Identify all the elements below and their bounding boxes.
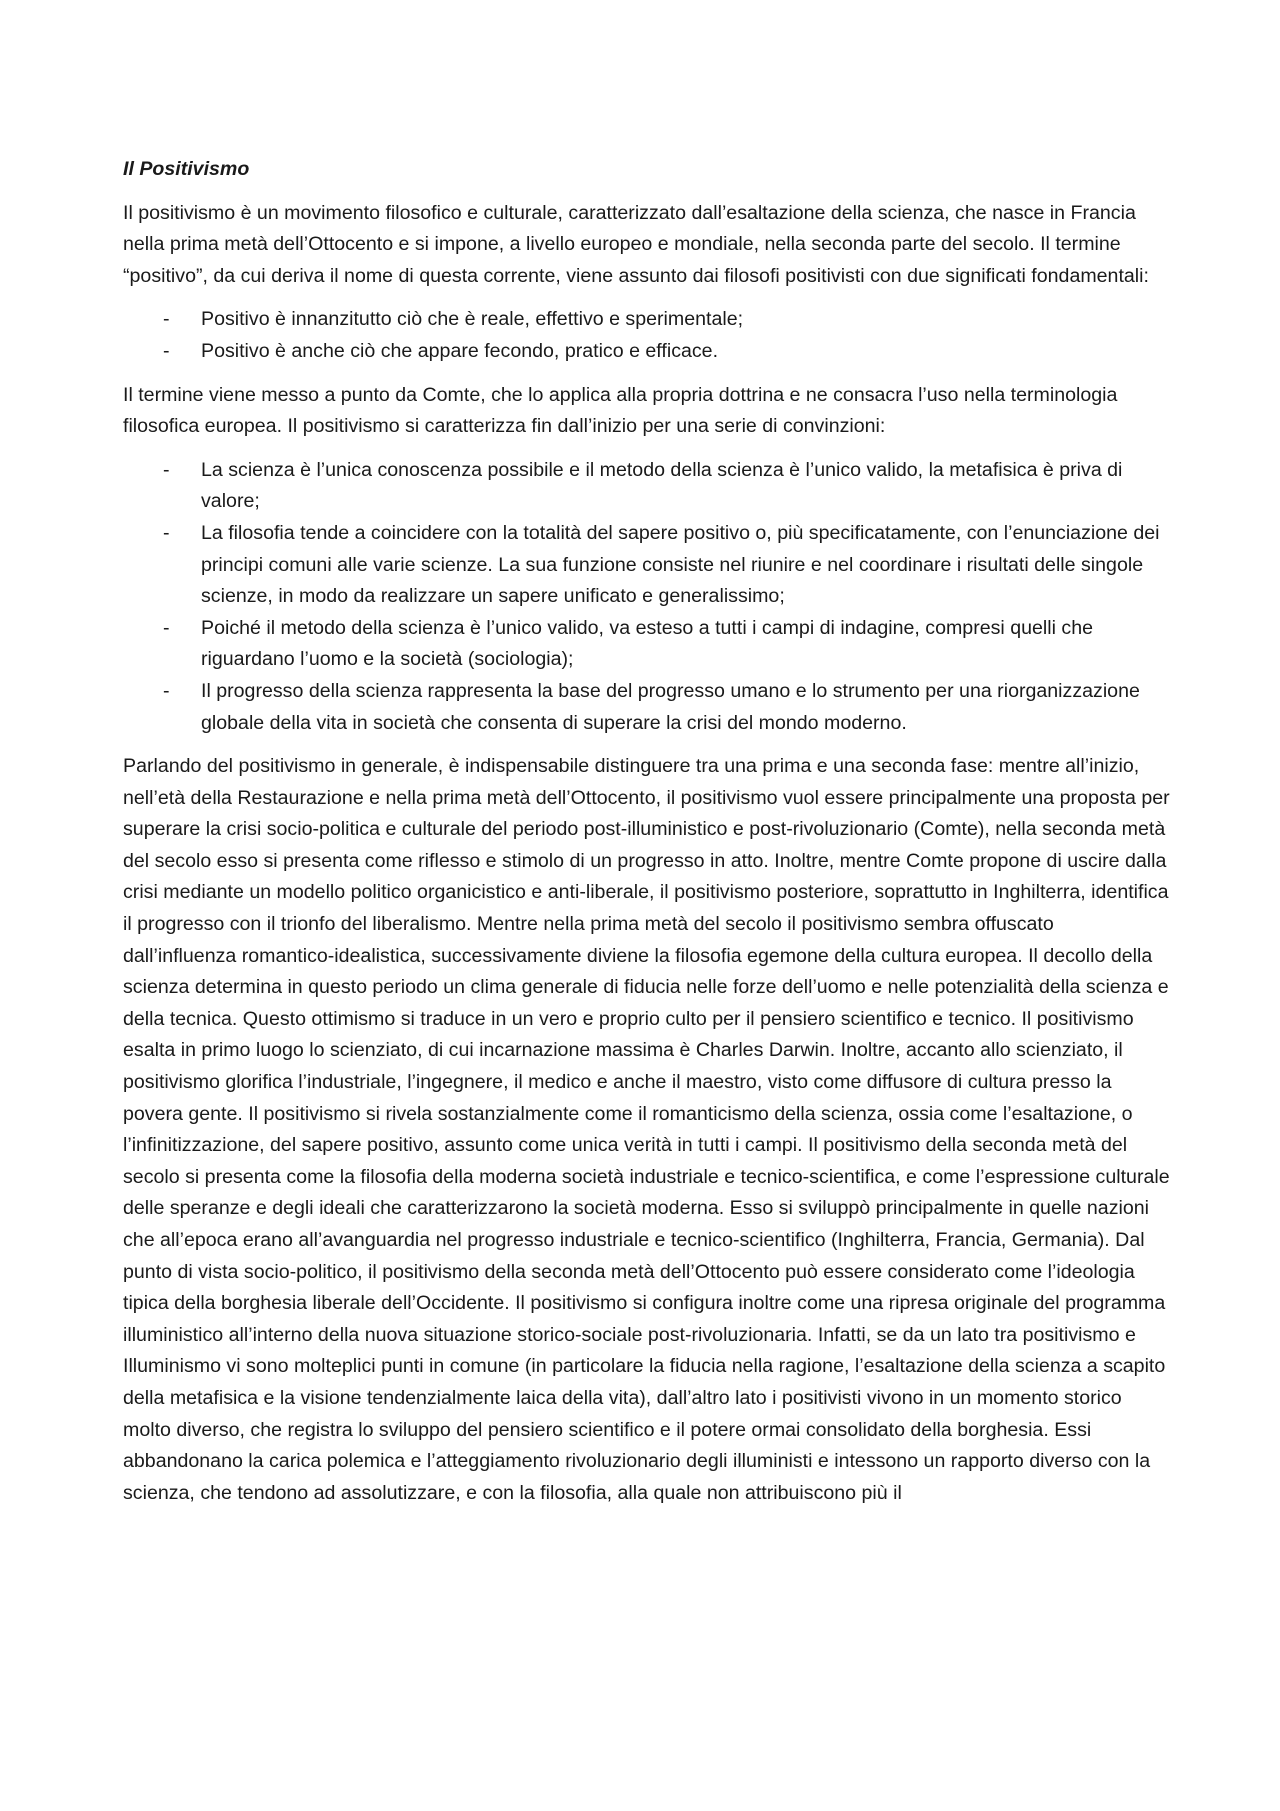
list-item	[123, 676, 1170, 739]
list-item-text: La scienza è l’unica conoscenza possibile e il metodo della scienza è l’unico valido, la metafisica è priva di valore;	[201, 458, 1123, 513]
list-dash: -	[163, 521, 170, 544]
list-item-text: Positivo è innanzitutto ciò che è reale, effettivo e sperimentale;	[201, 308, 744, 331]
list-item	[123, 613, 1170, 676]
list-item-text: Il progresso della scienza rappresenta la base del progresso umano e lo strumento per una riorganizzazione globale della vita in società che consenta di superare la crisi del mondo moderno.	[201, 679, 1140, 734]
list-dash: -	[163, 458, 170, 481]
convictions-list	[123, 455, 1170, 739]
list-dash: -	[163, 679, 170, 702]
meanings-list	[123, 304, 1170, 367]
paragraph-comte: Il termine viene messo a punto da Comte, che lo applica alla propria dottrina e ne consacra l’uso nella terminologia filosofica europea. Il positivismo si caratterizza fin dall’inizio per una serie di convinzioni:	[123, 383, 1118, 438]
list-item-text: La filosofia tende a coincidere con la totalità del sapere positivo o, più specificatamente, con l’enunciazione dei principi comuni alle varie scienze. La sua funzione consiste nel riunire e nel coordinare i risultati delle singole scienze, in modo da realizzare un sapere unificato e generalissimo;	[201, 521, 1160, 608]
list-item	[123, 304, 1170, 336]
list-item-text: Poiché il metodo della scienza è l’unico valido, va esteso a tutti i campi di indagine, compresi quelli che riguardano l’uomo e la società (sociologia);	[201, 616, 1094, 671]
paragraph-phases: Parlando del positivismo in generale, è indispensabile distinguere tra una prima e una seconda fase: mentre all’inizio, nell’età della Restaurazione e nella prima metà dell’Ottocento, il positivismo vuol essere principalmente una proposta per superare la crisi socio-politica e culturale del periodo post-illuministico e post-rivoluzionario (Comte), nella seconda metà del secolo esso si presenta come riflesso e stimolo di un progresso in atto. Inoltre, mentre Comte propone di uscire dalla crisi mediante un modello politico organicistico e anti-liberale, il positivismo posteriore, soprattutto in Inghilterra, identifica il progresso con il trionfo del liberalismo. Mentre nella prima metà del secolo il positivismo sembra offuscato dall’influenza romantico-idealistica, successivamente diviene la filosofia egemone della cultura europea. Il decollo della scienza determina in questo periodo un clima generale di fiducia nelle forze dell’uomo e nelle potenzialità della scienza e della tecnica. Questo ottimismo si traduce in un vero e proprio culto per il pensiero scientifico e tecnico. Il positivismo esalta in primo luogo lo scienziato, di cui incarnazione massima è Charles Darwin. Inoltre, accanto allo scienziato, il positivismo glorifica l’industriale, l’ingegnere, il medico e anche il maestro, visto come diffusore di cultura presso la povera gente. Il positivismo si rivela sostanzialmente come il romanticismo della scienza, ossia come l’esaltazione, o l’infinitizzazione, del sapere positivo, assunto come unica verità in tutti i campi. Il positivismo della seconda metà del secolo si presenta come la filosofia della moderna società industriale e tecnico-scientifica, e come l’espressione culturale delle speranze e degli ideali che caratterizzarono la società moderna. Esso si sviluppò principalmente in quelle nazioni che all’epoca erano all’avanguardia nel progresso industriale e tecnico-scientifico (Inghilterra, Francia, Germania). Dal punto di vista socio-politico, il positivismo della seconda metà dell’Ottocento può essere considerato come l’ideologia tipica della borghesia liberale dell’Occidente. Il positivismo si configura inoltre come una ripresa originale del programma illuministico all’interno della nuova situazione storico-sociale post-rivoluzionaria. Infatti, se da un lato tra positivismo e Illuminismo vi sono molteplici punti in comune (in particolare la fiducia nella ragione, l’esaltazione della scienza a scapito della metafisica e la visione tendenzialmente laica della vita), dall’altro lato i positivisti vivono in un momento storico molto diverso, che registra lo sviluppo del pensiero scientifico e il potere ormai consolidato della borghesia. Essi abbandonano la carica polemica e l’atteggiamento rivoluzionario degli illuministi e intessono un rapporto diverso con la scienza, che tendono ad assolutizzare, e con la filosofia, alla quale non attribuiscono più il	[123, 755, 1170, 1504]
list-dash: -	[163, 308, 170, 331]
list-item	[123, 455, 1170, 518]
list-item-text: Positivo è anche ciò che appare fecondo, pratico e efficace.	[201, 339, 719, 362]
document-title: Il Positivismo	[123, 158, 250, 180]
list-dash: -	[163, 339, 170, 362]
list-item	[123, 336, 1170, 368]
list-item	[123, 518, 1170, 613]
list-dash: -	[163, 616, 170, 639]
paragraph-intro: Il positivismo è un movimento filosofico e culturale, caratterizzato dall’esaltazione della scienza, che nasce in Francia nella prima metà dell’Ottocento e si impone, a livello europeo e mondiale, nella seconda parte del secolo. Il termine “positivo”, da cui deriva il nome di questa corrente, viene assunto dai filosofi positivisti con due significati fondamentali:	[123, 201, 1149, 287]
